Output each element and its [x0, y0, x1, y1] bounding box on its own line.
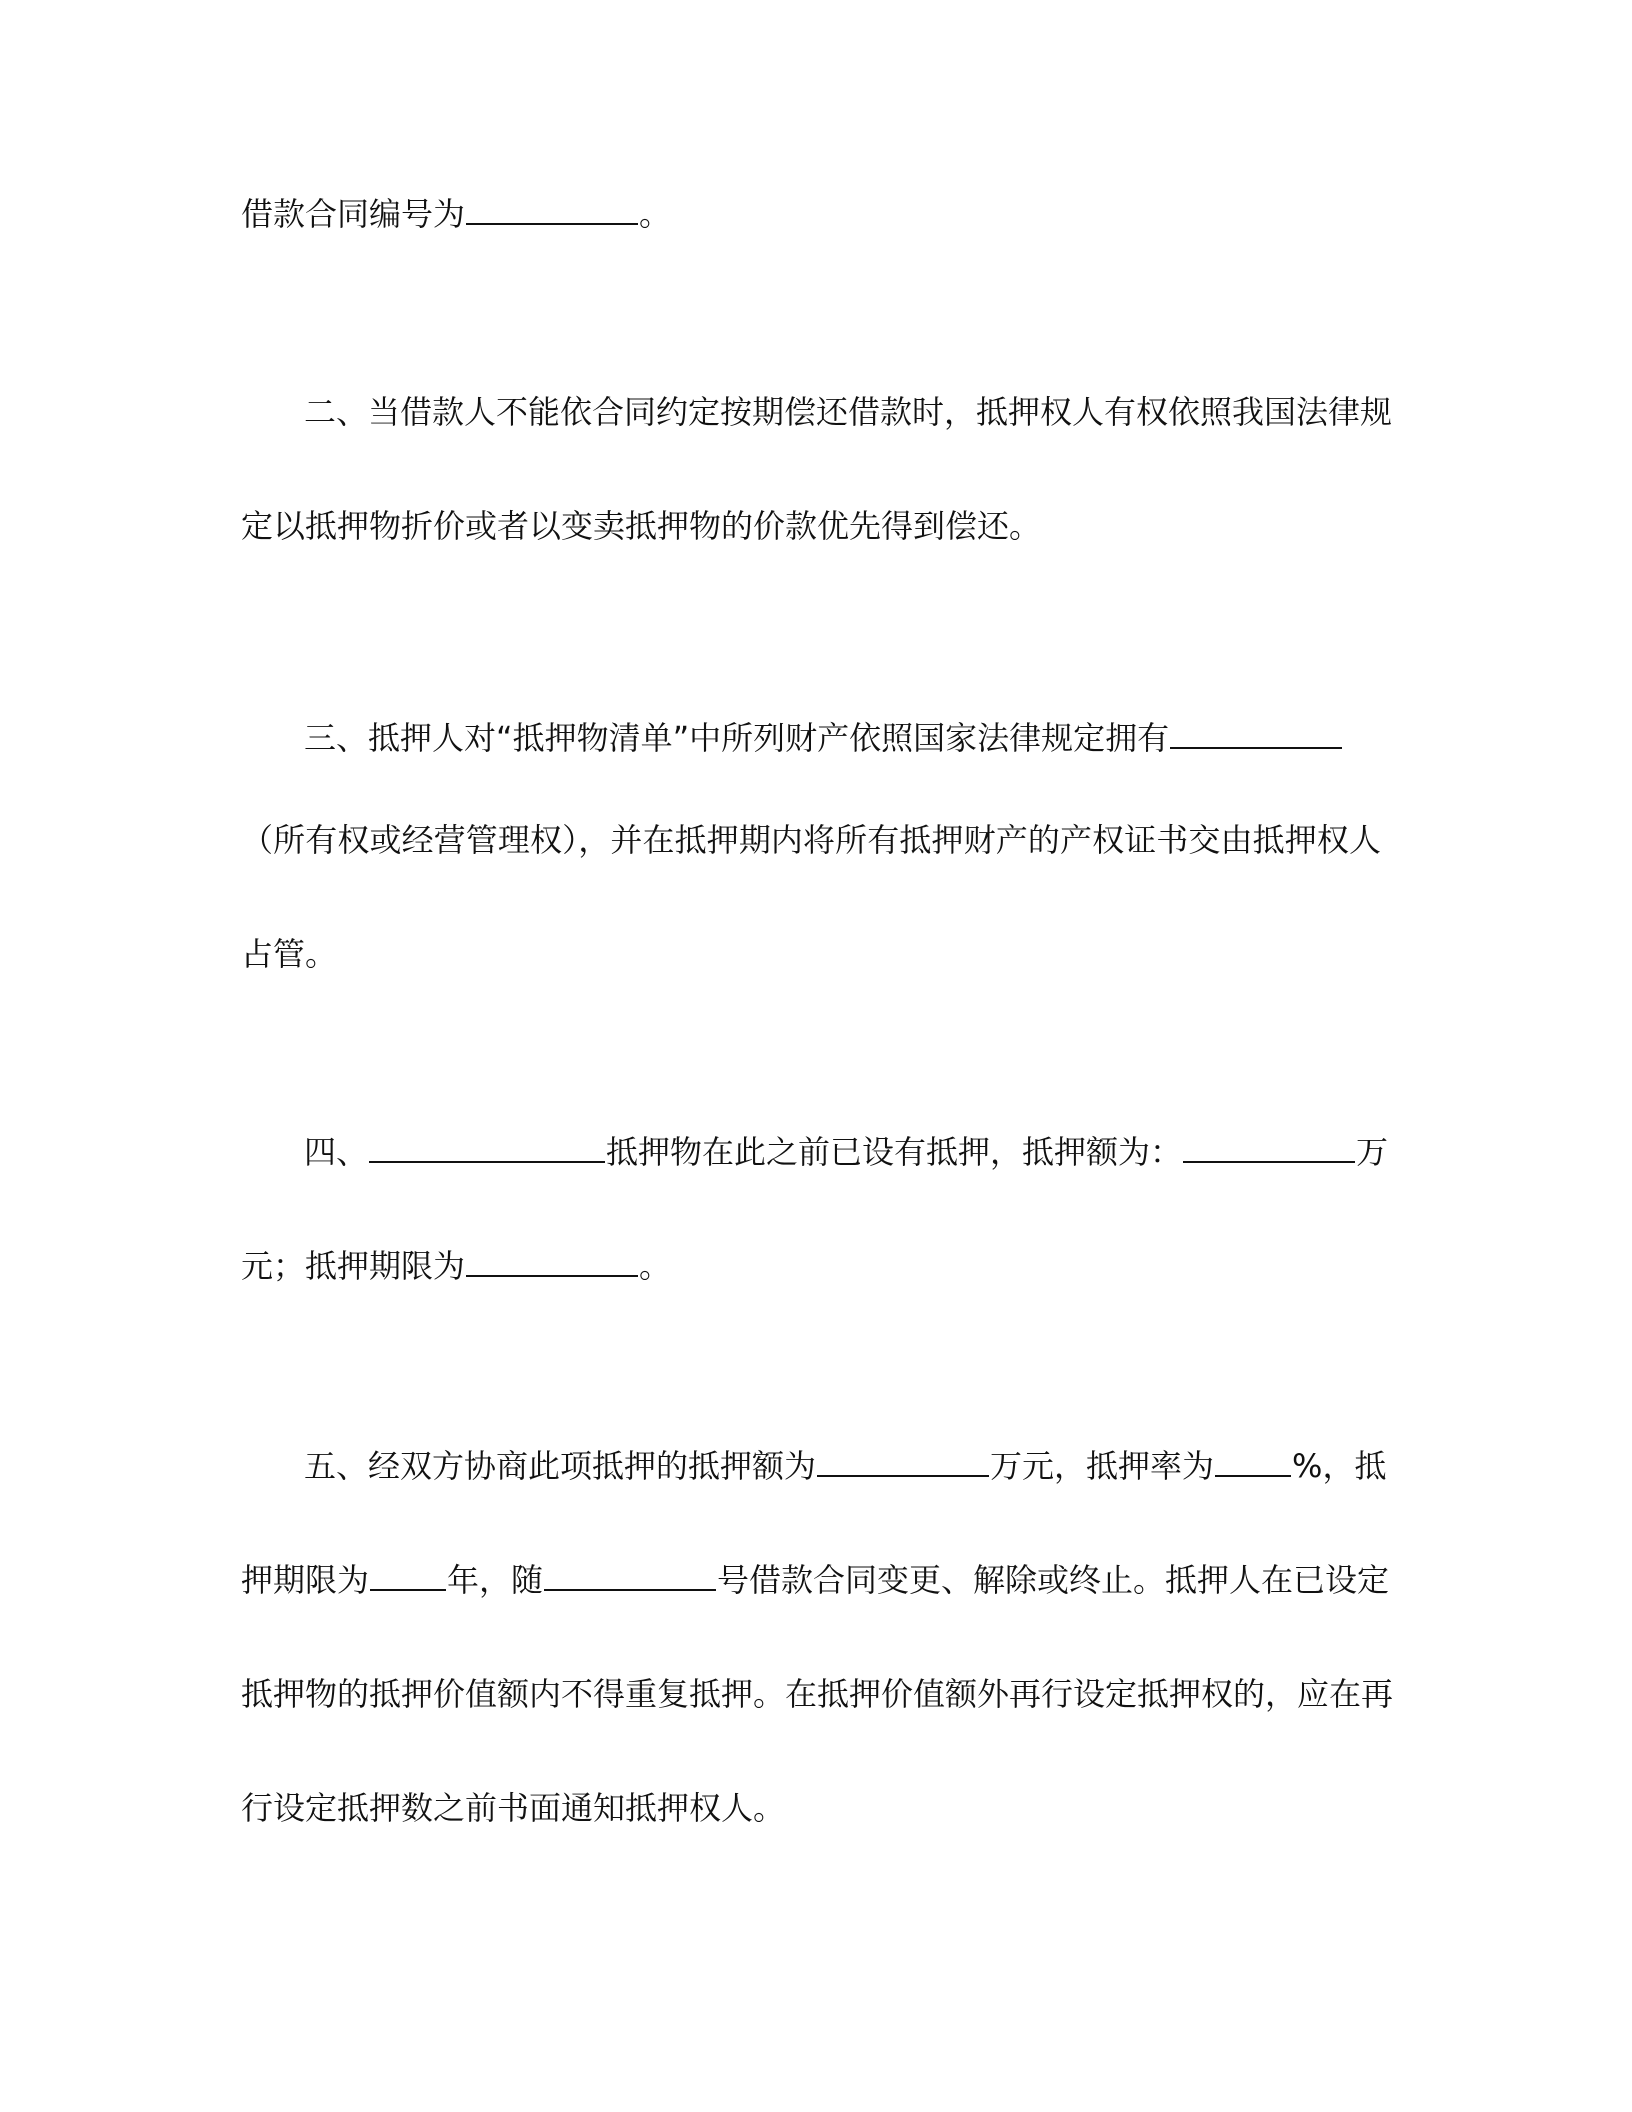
clause-4-period-label: 元；抵押期限为	[241, 1247, 466, 1285]
clause-5-period-label: 押期限为	[241, 1561, 370, 1599]
clause-4-line-1	[304, 1130, 1389, 1174]
clause-3-text: 三、抵押人对“抵押物清单”中所列财产依照国家法律规定拥有	[304, 719, 1170, 757]
clause-5-line-2-rest: 号借款合同变更、解除或终止。抵押人在已设定	[717, 1561, 1390, 1599]
clause-4-unit: 万	[1356, 1133, 1389, 1171]
period-mark: 。	[639, 195, 672, 233]
clause-5-with-label: 年，随	[447, 1561, 544, 1599]
period-mark: 。	[639, 1247, 672, 1285]
clause-5-rate-suffix: %，抵	[1292, 1447, 1387, 1485]
clause-4-text: 抵押物在此之前已设有抵押，抵押额为：	[606, 1133, 1183, 1171]
prior-mortgage-blank	[369, 1131, 605, 1163]
contract-number-line	[241, 192, 1381, 236]
mortgage-amount-blank	[817, 1445, 989, 1477]
contract-number-label: 借款合同编号为	[241, 195, 466, 233]
clause-5-line-2	[241, 1558, 1390, 1602]
ownership-type-blank	[1170, 717, 1342, 749]
mortgage-rate-blank	[1215, 1445, 1291, 1477]
clause-5-line-4: 行设定抵押数之前书面通知抵押权人。	[241, 1789, 786, 1827]
loan-contract-number-blank	[544, 1559, 716, 1591]
clause-5-line-3: 抵押物的抵押价值额内不得重复抵押。在抵押价值额外再行设定抵押权的，应在再	[241, 1675, 1394, 1713]
clause-5-line-1	[304, 1444, 1387, 1488]
clause-4-line-2	[241, 1244, 1381, 1288]
contract-number-blank	[466, 193, 638, 225]
clause-2-line-2: 定以抵押物折价或者以变卖抵押物的价款优先得到偿还。	[241, 507, 1042, 545]
mortgage-years-blank	[370, 1559, 446, 1591]
clause-3-line-2: （所有权或经营管理权），并在抵押期内将所有抵押财产的产权证书交由抵押权人	[241, 821, 1381, 859]
clause-3-line-3: 占管。	[241, 935, 338, 973]
clause-3-line-1	[304, 716, 1381, 760]
prior-mortgage-period-blank	[466, 1245, 638, 1277]
clause-5-rate-label: 万元，抵押率为	[990, 1447, 1215, 1485]
clause-4-number: 四、	[304, 1133, 369, 1171]
clause-2-line-1: 二、当借款人不能依合同约定按期偿还借款时，抵押权人有权依照我国法律规	[304, 393, 1393, 431]
clause-5-text: 五、经双方协商此项抵押的抵押额为	[304, 1447, 817, 1485]
prior-mortgage-amount-blank	[1183, 1131, 1355, 1163]
